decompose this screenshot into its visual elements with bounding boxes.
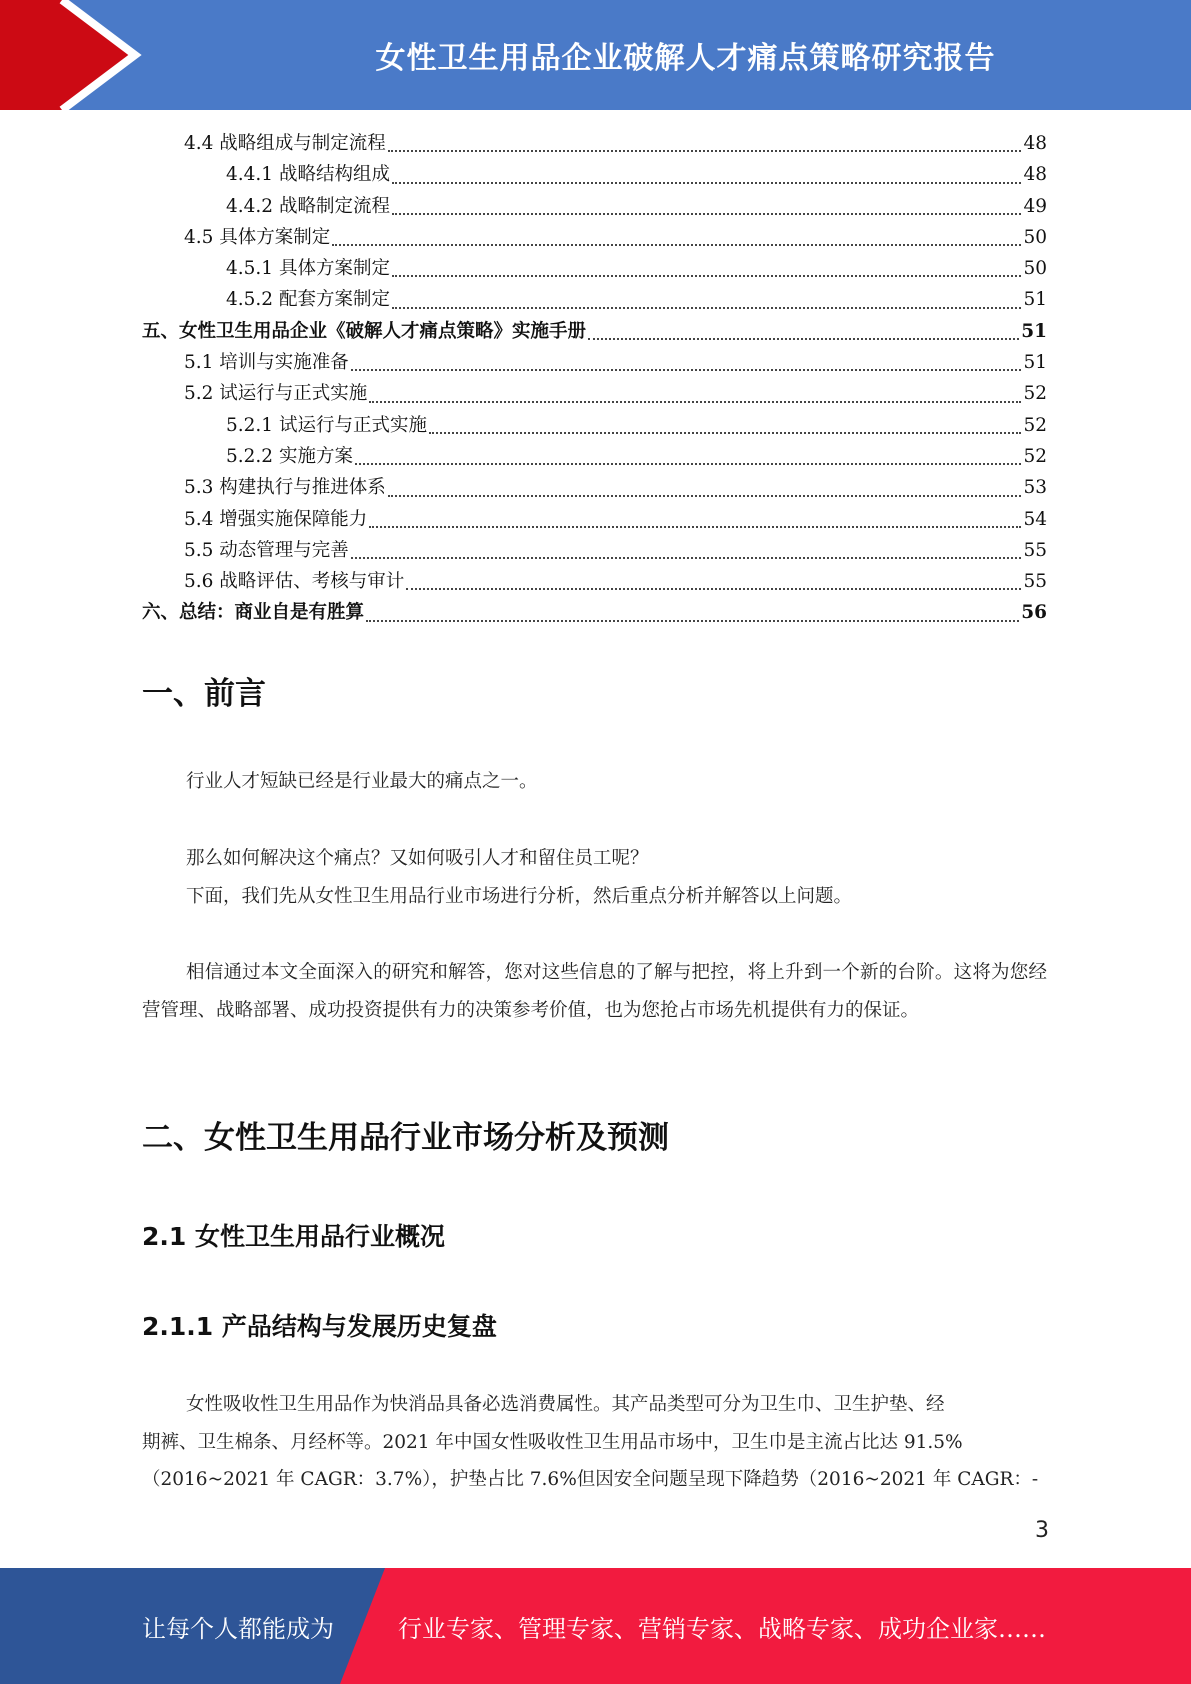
paragraph: 行业人才短缺已经是行业最大的痛点之一。 — [186, 771, 538, 792]
toc-entry[interactable] — [142, 378, 1047, 409]
toc-entry[interactable] — [142, 128, 1047, 159]
toc-leader-dots — [392, 182, 1021, 184]
toc-entry-label: 5.1 培训与实施准备 — [184, 352, 349, 374]
toc-entry-label: 五、女性卫生用品企业《破解人才痛点策略》实施手册 — [142, 320, 587, 342]
toc-entry-page: 55 — [1023, 571, 1047, 593]
toc-entry-label: 4.4.2 战略制定流程 — [226, 195, 390, 217]
toc-entry-page: 51 — [1023, 352, 1047, 374]
toc-leader-dots — [369, 401, 1021, 403]
toc-entry[interactable] — [142, 566, 1047, 597]
section-heading-preface: 一、前言 — [142, 676, 266, 712]
toc-entry-label: 5.4 增强实施保障能力 — [184, 508, 368, 530]
toc-leader-dots — [351, 369, 1022, 371]
paragraph-line: 女性吸收性卫生用品作为快消品具备必选消费属性。其产品类型可分为卫生巾、卫生护垫、经 — [186, 1394, 945, 1415]
toc-leader-dots — [332, 244, 1021, 246]
toc-leader-dots — [355, 463, 1022, 465]
toc-leader-dots — [406, 588, 1021, 590]
footer-slogan-left: 让每个人都能成为 — [142, 1614, 334, 1643]
toc-leader-dots — [351, 557, 1022, 559]
toc-entry-label: 5.2 试运行与正式实施 — [184, 383, 368, 405]
toc-entry-page: 48 — [1023, 133, 1047, 154]
toc-entry[interactable] — [142, 222, 1047, 253]
toc-leader-dots — [392, 275, 1021, 277]
subsection-heading: 2.1 女性卫生用品行业概况 — [142, 1222, 445, 1251]
toc-entry-label: 4.5.2 配套方案制定 — [226, 289, 390, 311]
toc-entry-label: 4.4 战略组成与制定流程 — [184, 133, 386, 154]
toc-entry-page: 53 — [1023, 477, 1047, 499]
toc-entry-page: 56 — [1021, 602, 1047, 624]
paragraph: 那么如何解决这个痛点？又如何吸引人才和留住员工呢？ — [186, 848, 649, 869]
page-header — [0, 0, 1191, 110]
paragraph: 下面，我们先从女性卫生用品行业市场进行分析，然后重点分析并解答以上问题。 — [186, 886, 853, 907]
toc-entry-page: 51 — [1023, 289, 1047, 311]
table-of-contents — [142, 128, 1047, 629]
toc-entry-page: 48 — [1023, 164, 1047, 186]
toc-entry[interactable] — [142, 504, 1047, 535]
toc-entry-page: 52 — [1023, 383, 1047, 405]
toc-entry[interactable] — [142, 191, 1047, 222]
toc-leader-dots — [392, 213, 1021, 215]
toc-entry[interactable] — [142, 535, 1047, 566]
toc-entry-label: 5.3 构建执行与推进体系 — [184, 477, 386, 499]
subsection-heading: 2.1.1 产品结构与发展历史复盘 — [142, 1312, 497, 1341]
toc-entry[interactable] — [142, 441, 1047, 472]
toc-entry-page: 51 — [1021, 320, 1047, 342]
footer-slogan-right: 行业专家、管理专家、营销专家、战略专家、成功企业家…… — [398, 1614, 1046, 1643]
page-footer — [0, 1568, 1191, 1684]
toc-leader-dots — [366, 620, 1019, 622]
toc-entry-page: 52 — [1023, 445, 1047, 467]
toc-leader-dots — [369, 526, 1021, 528]
toc-entry-page: 50 — [1023, 258, 1047, 280]
header-arrow-icon — [0, 0, 160, 110]
toc-entry[interactable] — [142, 284, 1047, 315]
toc-entry-page: 55 — [1023, 539, 1047, 561]
toc-entry-label: 5.6 战略评估、考核与审计 — [184, 571, 405, 593]
report-title: 女性卫生用品企业破解人才痛点策略研究报告 — [375, 41, 996, 76]
toc-entry-label: 4.5 具体方案制定 — [184, 226, 331, 248]
toc-entry[interactable] — [142, 316, 1047, 347]
toc-leader-dots — [392, 307, 1021, 309]
toc-entry[interactable] — [142, 597, 1047, 628]
toc-entry[interactable] — [142, 253, 1047, 284]
section-heading-market: 二、女性卫生用品行业市场分析及预测 — [142, 1120, 669, 1156]
toc-entry-label: 5.5 动态管理与完善 — [184, 539, 349, 561]
paragraph: 相信通过本文全面深入的研究和解答，您对这些信息的了解与把控，将上升到一个新的台阶。这将为您经营管理、战略部署、成功投资提供有力的决策参考价值，也为您抢占市场先机提供有力的保证。 — [142, 962, 1047, 1021]
toc-entry[interactable] — [142, 347, 1047, 378]
toc-entry-label: 4.5.1 具体方案制定 — [226, 258, 390, 280]
toc-entry[interactable] — [142, 159, 1047, 190]
toc-entry-label: 5.2.1 试运行与正式实施 — [226, 414, 427, 436]
toc-entry-page: 49 — [1023, 195, 1047, 217]
toc-leader-dots — [388, 495, 1022, 497]
toc-entry-page: 54 — [1023, 508, 1047, 530]
paragraph-line: 期裤、卫生棉条、月经杯等。2021 年中国女性吸收性卫生用品市场中，卫生巾是主流占比达 91.5% — [142, 1432, 963, 1453]
toc-entry-label: 5.2.2 实施方案 — [226, 445, 353, 467]
toc-entry-page: 52 — [1023, 414, 1047, 436]
page-number: 3 — [1035, 1518, 1049, 1543]
toc-entry-label: 六、总结：商业自是有胜算 — [142, 602, 365, 624]
toc-entry-page: 50 — [1023, 226, 1047, 248]
toc-entry[interactable] — [142, 410, 1047, 441]
toc-leader-dots — [429, 432, 1021, 434]
toc-entry-label: 4.4.1 战略结构组成 — [226, 164, 390, 186]
toc-leader-dots — [388, 150, 1022, 152]
toc-entry[interactable] — [142, 472, 1047, 503]
toc-leader-dots — [588, 338, 1019, 340]
paragraph-line: （2016~2021 年 CAGR：3.7%），护垫占比 7.6%但因安全问题呈现下降趋势（2016~2021 年 CAGR：- — [142, 1469, 1039, 1490]
